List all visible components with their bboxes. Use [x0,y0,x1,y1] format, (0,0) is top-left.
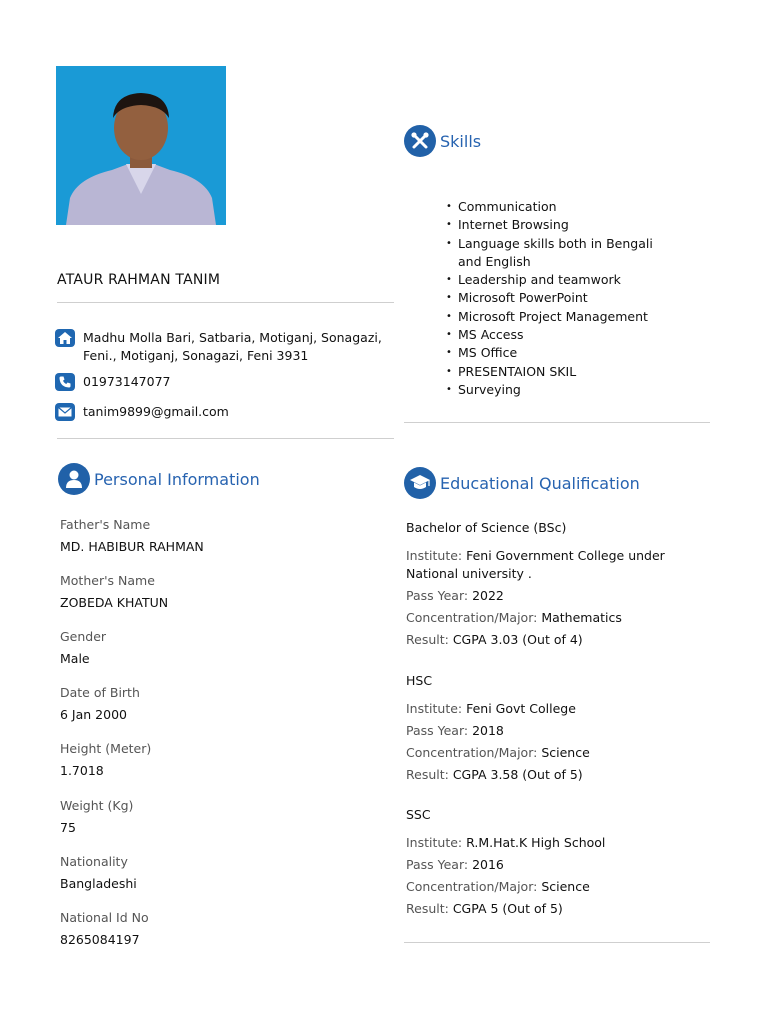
education-entry-ssc [406,807,706,922]
skill-item: • Microsoft Project Management [446,308,661,326]
education-entry-bsc [406,520,706,653]
field-label: Mother's Name [60,573,155,588]
degree-name: SSC [406,807,431,822]
education-title: Educational Qualification [440,473,640,493]
field-value: Male [60,651,90,666]
pass-year-line: Pass Year: 2018 [406,723,504,738]
degree-name: HSC [406,673,433,688]
result-line: Result: CGPA 3.03 (Out of 4) [406,632,583,647]
field-label: Height (Meter) [60,741,152,756]
institute-line: Institute: Feni Government College under National university . [406,548,665,581]
field-value: 6 Jan 2000 [60,707,127,722]
email-text[interactable]: tanim9899@gmail.com [83,404,229,419]
email-row [55,403,229,421]
major-line: Concentration/Major: Science [406,745,590,760]
divider [57,438,394,439]
address-row [55,329,385,365]
divider [404,942,710,943]
major-line: Concentration/Major: Science [406,879,590,894]
field-nationality [60,854,137,891]
field-national-id [60,910,149,947]
institute-line: Institute: Feni Govt College [406,701,576,716]
skill-item: • Leadership and teamwork [446,271,661,289]
pass-year-line: Pass Year: 2022 [406,588,504,603]
field-label: Father's Name [60,517,151,532]
result-line: Result: CGPA 5 (Out of 5) [406,901,563,916]
field-label: Gender [60,629,107,644]
home-icon [55,329,75,347]
profile-photo [56,66,226,225]
skill-item: • MS Office [446,344,661,362]
field-mothers-name [60,573,168,610]
divider [57,302,394,303]
field-weight [60,798,133,835]
phone-icon [55,373,75,391]
education-header [404,467,640,499]
skill-item: • MS Access [446,326,661,344]
field-gender [60,629,106,666]
skill-item: • Communication [446,198,661,216]
skills-title: Skills [440,131,482,151]
major-line: Concentration/Major: Mathematics [406,610,622,625]
field-value: 8265084197 [60,932,140,947]
phone-row [55,373,170,391]
field-value: 75 [60,820,76,835]
field-date-of-birth [60,685,140,722]
pass-year-line: Pass Year: 2016 [406,857,504,872]
result-line: Result: CGPA 3.58 (Out of 5) [406,767,583,782]
field-height [60,741,151,778]
field-value: ZOBEDA KHATUN [60,595,169,610]
field-value: MD. HABIBUR RAHMAN [60,539,204,554]
field-fathers-name [60,517,204,554]
education-entry-hsc [406,673,706,788]
skill-item: • PRESENTAION SKIL [446,363,661,381]
skills-header [404,125,481,157]
mail-icon [55,403,75,421]
divider [404,422,710,423]
address-text: Madhu Molla Bari, Satbaria, Motiganj, Sonagazi, Feni., Motiganj, Sonagazi, Feni 3931 [83,330,382,363]
field-value: 1.7018 [60,763,104,778]
institute-line: Institute: R.M.Hat.K High School [406,835,606,850]
field-label: Weight (Kg) [60,798,134,813]
skill-item: • Internet Browsing [446,216,661,234]
phone-text[interactable]: 01973147077 [83,374,171,389]
skill-item: • Language skills both in Bengali and English [446,235,661,272]
field-label: National Id No [60,910,149,925]
field-label: Nationality [60,854,128,869]
graduation-cap-icon [404,467,436,499]
candidate-name: ATAUR RAHMAN TANIM [57,272,221,288]
field-label: Date of Birth [60,685,140,700]
degree-name: Bachelor of Science (BSc) [406,520,567,535]
skills-list [446,198,661,399]
tools-icon [404,125,436,157]
personal-info-header [58,463,260,495]
field-value: Bangladeshi [60,876,137,891]
person-icon [58,463,90,495]
personal-info-title: Personal Information [94,469,260,489]
skill-item: • Surveying [446,381,661,399]
skill-item: • Microsoft PowerPoint [446,289,661,307]
